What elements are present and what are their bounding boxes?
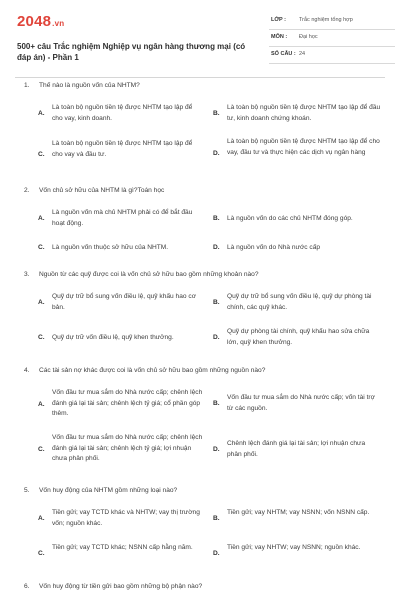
question-5-option-d[interactable]: D. Tiền gửi; vay NHTW; vay NSNN; nguồn khác. <box>213 544 361 557</box>
question-4-option-b[interactable]: B. Vốn đầu tư mua sắm do Nhà nước cấp; vốn tài trợ từ các nguồn. <box>213 394 375 412</box>
meta-value: Trắc nghiệm tổng hợp <box>299 17 353 23</box>
question-number: 1. <box>24 82 30 89</box>
question-2-option-a[interactable]: A. Là nguồn vốn mà chủ NHTM phải có để bắt đầu hoạt động. <box>38 209 193 227</box>
question-3-option-b[interactable]: B. Quỹ dự trữ bổ sung vốn điều lệ, quỹ dự phòng tài chính, các quỹ khác. <box>213 293 372 311</box>
question-1-option-a[interactable]: A. Là toàn bộ nguồn tiền tệ được NHTM tạo lập để cho vay, kinh doanh. <box>38 104 193 122</box>
brand-suffix: .vn <box>52 19 65 28</box>
question-text: Vốn chủ sở hữu của NHTM là gì?Toán học <box>39 187 165 194</box>
document-meta <box>269 13 395 64</box>
question-3-option-a[interactable]: A. Quỹ dự trữ bổ sung vốn điều lệ, quỹ khấu hao cơ bản. <box>38 293 197 311</box>
question-3-option-d[interactable]: D. Quỹ dự phòng tài chính, quỹ khấu hao sửa chữa lớn, quỹ khen thưởng. <box>213 328 370 346</box>
meta-value: 24 <box>299 51 306 57</box>
question-text: Vốn huy động của NHTM gồm những loại nào? <box>39 487 178 494</box>
question-4-option-c[interactable]: C. Vốn đầu tư mua sắm do Nhà nước cấp; chênh lệch đánh giá lại tài sản; chênh lệch tỷ giá; lợi nhuận chưa phân phối. <box>38 434 203 462</box>
question-number: 5. <box>24 487 30 494</box>
question-5-option-c[interactable]: C. Tiền gửi; vay TCTD khác; NSNN cấp hằng năm. <box>38 544 193 557</box>
question-1-option-b[interactable]: B. Là toàn bộ nguồn tiền tệ được NHTM tạo lập để đầu tư, kinh doanh chứng khoán. <box>213 104 381 122</box>
question-5-option-a[interactable]: A. Tiền gửi; vay TCTD khác và NHTW; vay thị trường vốn; nguồn khác. <box>38 509 200 527</box>
question-text: Vốn huy động từ tiền gửi bao gồm những bộ phận nào? <box>39 583 203 590</box>
question-2-option-b[interactable]: B. Là nguồn vốn do các chủ NHTM đóng góp. <box>213 215 353 222</box>
document-header <box>17 13 383 73</box>
question-number: 4. <box>24 367 30 374</box>
question-1-option-c[interactable]: C. Là toàn bộ nguồn tiền tệ được NHTM tạo lập để cho vay và đầu tư. <box>38 140 193 158</box>
question-text: Thế nào là nguồn vốn của NHTM? <box>39 82 140 89</box>
question-2-option-d[interactable]: D. Là nguồn vốn do Nhà nước cấp <box>213 244 321 251</box>
meta-row-class <box>269 13 395 30</box>
question-4-option-d[interactable]: D. Chênh lệch đánh giá lại tài sản; lợi nhuận chưa phân phối. <box>213 440 366 458</box>
brand-name: 2048 <box>17 13 52 30</box>
question-4-option-a[interactable]: A. Vốn đầu tư mua sắm do Nhà nước cấp; chênh lệch đánh giá lại tài sản; chênh lệch tỷ giá; cổ phần góp thêm. <box>38 389 203 417</box>
document-title: 500+ câu Trắc nghiệm Nghiệp vụ ngân hàng thương mại (có đáp án) - Phần 1 <box>17 42 246 62</box>
question-1-option-d[interactable]: D. Là toàn bộ nguồn tiền tệ được NHTM tạo lập để cho vay, đầu tư và thực hiện các dịch vụ ngân hàng <box>213 138 380 157</box>
meta-row-subject <box>269 30 395 47</box>
question-3-option-c[interactable]: C. Quỹ dự trữ vốn điều lệ, quỹ khen thưởng. <box>38 334 174 341</box>
question-number: 6. <box>24 583 30 590</box>
question-number: 3. <box>24 271 30 278</box>
meta-row-count <box>269 47 395 64</box>
meta-label: MÔN : <box>271 34 288 40</box>
question-text: Các tài sản nợ khác được coi là vốn chủ sở hữu bao gồm những nguồn nào? <box>39 367 266 374</box>
header-divider <box>15 77 385 78</box>
meta-label: SỐ CÂU : <box>271 51 296 57</box>
question-5-option-b[interactable]: B. Tiền gửi; vay NHTM; vay NSNN; vốn NSNN cấp. <box>213 509 370 522</box>
question-2-option-c[interactable]: C. Là nguồn vốn thuộc sở hữu của NHTM. <box>38 244 169 251</box>
meta-value: Đại học <box>299 34 318 40</box>
question-text: Nguồn từ các quỹ được coi là vốn chủ sở hữu bao gồm những khoản nào? <box>39 271 259 278</box>
meta-label: LỚP : <box>271 17 286 23</box>
brand-logo[interactable] <box>17 13 64 30</box>
question-number: 2. <box>24 187 30 194</box>
